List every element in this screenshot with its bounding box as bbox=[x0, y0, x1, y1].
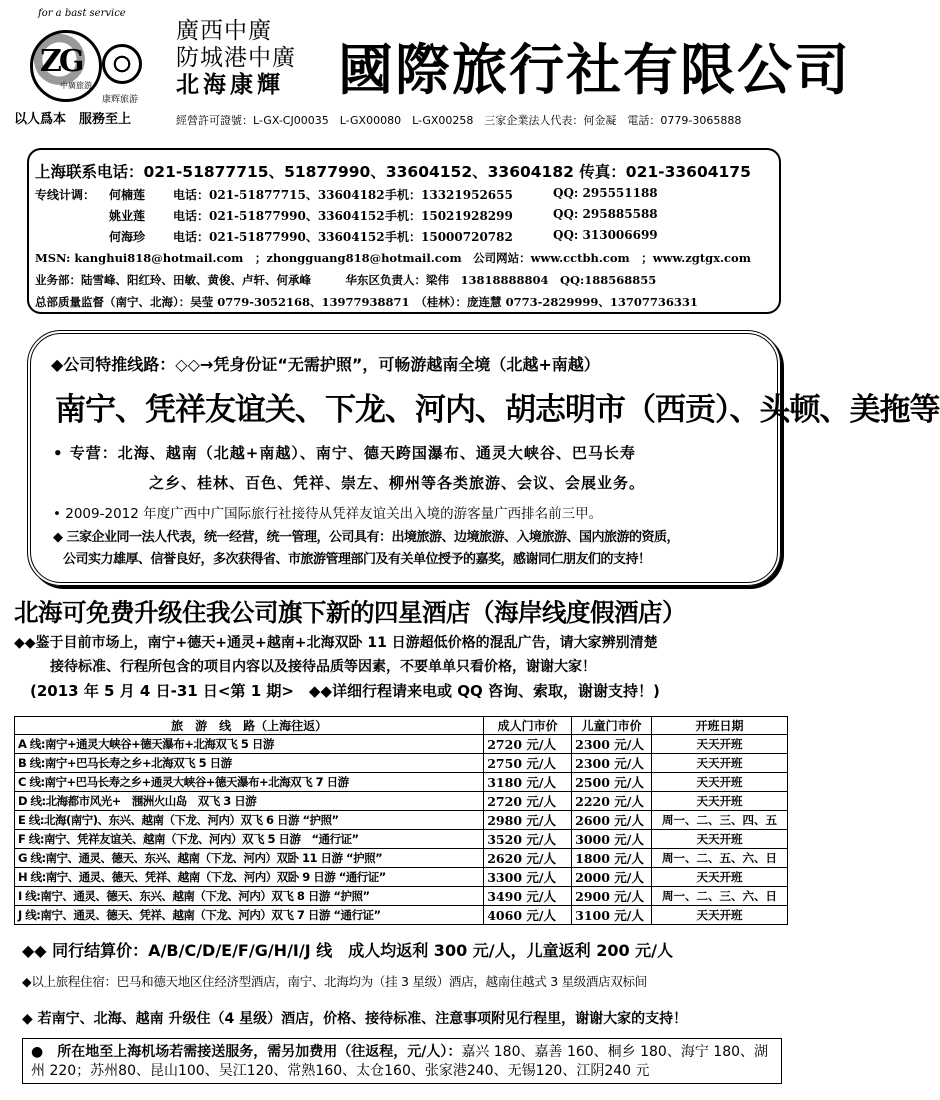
cell-schedule: 天天开班 bbox=[652, 754, 788, 773]
cell-adult: 3180 元/人 bbox=[484, 773, 572, 792]
table-header-row bbox=[15, 717, 788, 735]
table-row bbox=[15, 792, 788, 811]
logo-monogram: ZG bbox=[40, 44, 82, 79]
rep-phone: 电话：021-51877990、33604152 bbox=[173, 209, 385, 223]
company-name-3: 北海康輝 bbox=[176, 72, 284, 98]
logo-text-zhongguang: 中廣旅游 bbox=[60, 81, 92, 90]
cell-route: E 线:北海(南宁)、东兴、越南（下龙、河内）双飞 6 日游 “护照” bbox=[15, 811, 484, 830]
upgrade-hotel-note: ◆ 若南宁、北海、越南 升级住（4 星级）酒店，价格、接待标准、注意事项附见行程里，谢谢大家的支持！ bbox=[22, 1011, 688, 1027]
company-title: 國際旅行社有限公司 bbox=[338, 37, 852, 102]
rep-qq: QQ: 313006699 bbox=[553, 228, 658, 242]
company-name-1: 廣西中廣 bbox=[176, 18, 272, 44]
cell-adult: 4060 元/人 bbox=[484, 906, 572, 925]
rep-mobile: 手机：13321952655 bbox=[385, 188, 513, 202]
slogan: 以人爲本 服務至上 bbox=[14, 112, 132, 127]
header-schedule: 开班日期 bbox=[652, 717, 788, 735]
cell-adult: 2620 元/人 bbox=[484, 849, 572, 868]
main-phone: 上海联系电话：021-51877715、51877990、33604152、33604182 传真：021-33604175 bbox=[35, 163, 751, 181]
cell-adult: 3520 元/人 bbox=[484, 830, 572, 849]
header-route: 旅 游 线 路（上海往返） bbox=[15, 717, 484, 735]
cell-schedule: 周一、二、三、六、日 bbox=[652, 887, 788, 906]
cell-adult: 2720 元/人 bbox=[484, 735, 572, 754]
header-adult-price: 成人门市价 bbox=[484, 717, 572, 735]
rep-phone: 电话：021-51877990、33604152 bbox=[173, 230, 385, 244]
cell-child: 2500 元/人 bbox=[572, 773, 652, 792]
upgrade-note-1: ◆◆鉴于目前市场上，南宁+德天+通灵+越南+北海双卧 11 日游超低价格的混乱广告，请大家辨别清楚 bbox=[14, 635, 658, 651]
cell-route: A 线:南宁+通灵大峡谷+德天瀑布+北海双飞 5 日游 bbox=[15, 735, 484, 754]
tagline: for a bast service bbox=[38, 8, 126, 19]
cell-schedule: 天天开班 bbox=[652, 830, 788, 849]
settlement-note: ◆◆ 同行结算价：A/B/C/D/E/F/G/H/I/J 线 成人均返利 300 元/人，儿童返利 200 元/人 bbox=[22, 941, 674, 960]
cell-child: 2300 元/人 bbox=[572, 754, 652, 773]
table-row bbox=[15, 811, 788, 830]
hotel-note: ◆以上旅程住宿：巴马和德天地区住经济型酒店，南宁、北海均为（挂 3 星级）酒店，越南住越式 3 星级酒店双标间 bbox=[22, 974, 647, 989]
feature-ranking: • 2009-2012 年度广西中广国际旅行社接待从凭祥友谊关出入境的游客量广西排名前三甲。 bbox=[53, 506, 603, 522]
cell-child: 3000 元/人 bbox=[572, 830, 652, 849]
price-table-body bbox=[15, 735, 788, 925]
feature-box bbox=[27, 330, 940, 586]
cell-schedule: 天天开班 bbox=[652, 868, 788, 887]
feature-specialty-2: 之乡、桂林、百色、凭祥、崇左、柳州等各类旅游、会议、会展业务。 bbox=[149, 474, 646, 492]
rep-mobile: 手机：15021928299 bbox=[385, 209, 513, 223]
cell-route: I 线:南宁、通灵、德天、东兴、越南（下龙、河内）双飞 8 日游 “护照” bbox=[15, 887, 484, 906]
cell-child: 3100 元/人 bbox=[572, 906, 652, 925]
rep-name: 何楠莲 bbox=[109, 188, 146, 202]
table-row bbox=[15, 906, 788, 925]
transfer-lead: ● 所在地至上海机场若需接送服务，需另加费用（往返程，元/人）： bbox=[31, 1044, 462, 1060]
logo-text-kanghui: 康辉旅游 bbox=[102, 95, 139, 105]
table-row bbox=[15, 868, 788, 887]
hotline-label: 专线计调： bbox=[35, 188, 96, 202]
cell-route: G 线:南宁、通灵、德天、东兴、越南（下龙、河内）双卧 11 日游 “护照” bbox=[15, 849, 484, 868]
cell-route: B 线:南宁+巴马长寿之乡+北海双飞 5 日游 bbox=[15, 754, 484, 773]
table-row bbox=[15, 830, 788, 849]
cell-child: 2220 元/人 bbox=[572, 792, 652, 811]
rep-name: 姚业莲 bbox=[109, 209, 146, 223]
rep-qq: QQ: 295551188 bbox=[553, 186, 658, 200]
transfer-prices: 嘉兴 180、嘉善 160、桐乡 180、海宁 180、湖州 220；苏州80、昆山100、吴江120、常熟160、太仓160、张家港240、无锡120、江阴240 元 bbox=[31, 1044, 769, 1079]
cell-adult: 3300 元/人 bbox=[484, 868, 572, 887]
feature-destinations: 南宁、凭祥友谊关、下龙、河内、胡志明市（西贡）、头顿、美拖等 bbox=[55, 392, 940, 428]
supervision-line: 总部质量监督（南宁、北海）：吴莹 0779-3052168、13977938871 （桂林）：庞连慧 0773-2829999、13707736331 bbox=[35, 295, 698, 309]
table-row bbox=[15, 887, 788, 906]
price-table bbox=[14, 716, 788, 925]
cell-schedule: 天天开班 bbox=[652, 906, 788, 925]
cell-route: D 线:北海都市风光+ 涠洲火山岛 双飞 3 日游 bbox=[15, 792, 484, 811]
header bbox=[0, 0, 852, 142]
cell-adult: 2750 元/人 bbox=[484, 754, 572, 773]
rep-name: 何海珍 bbox=[109, 230, 146, 244]
cell-schedule: 周一、二、三、四、五 bbox=[652, 811, 788, 830]
cell-route: J 线:南宁、通灵、德天、凭祥、越南（下龙、河内）双飞 7 日游 “通行证” bbox=[15, 906, 484, 925]
issue-date: (2013 年 5 月 4 日-31 日<第 1 期> ◆◆详细行程请来电或 QQ 咨询、索取，谢谢支持！) bbox=[30, 682, 660, 700]
upgrade-note-2: 接待标准、行程所包含的项目内容以及接待品质等因素，不要单单只看价格，谢谢大家！ bbox=[50, 659, 596, 675]
cell-schedule: 天天开班 bbox=[652, 773, 788, 792]
cell-child: 2000 元/人 bbox=[572, 868, 652, 887]
cell-child: 2600 元/人 bbox=[572, 811, 652, 830]
rep-phone: 电话：021-51877715、33604182 bbox=[173, 188, 385, 202]
msn-website-line: MSN: kanghui818@hotmail.com ；zhongguang818@hotmail.com 公司网站：www.cctbh.com ；www.zgtgx.com bbox=[35, 251, 751, 265]
cell-route: H 线:南宁、通灵、德天、凭祥、越南（下龙、河内）双卧 9 日游 “通行证” bbox=[15, 868, 484, 887]
header-child-price: 儿童门市价 bbox=[572, 717, 652, 735]
table-row bbox=[15, 773, 788, 792]
cell-schedule: 天天开班 bbox=[652, 735, 788, 754]
feature-unity-1: ◆ 三家企业同一法人代表，统一经营，统一管理，公司具有：出境旅游、边境旅游、入境旅游、国内旅游的资质， bbox=[53, 530, 680, 545]
table-row bbox=[15, 754, 788, 773]
rep-mobile: 手机：15000720782 bbox=[385, 230, 513, 244]
cell-route: F 线:南宁、凭祥友谊关、越南（下龙、河内）双飞 5 日游 “通行证” bbox=[15, 830, 484, 849]
upgrade-title: 北海可免费升级住我公司旗下新的四星酒店（海岸线度假酒店） bbox=[14, 598, 686, 627]
cell-child: 2300 元/人 bbox=[572, 735, 652, 754]
cell-route: C 线:南宁+巴马长寿之乡+通灵大峡谷+德天瀑布+北海双飞 7 日游 bbox=[15, 773, 484, 792]
feature-title: ◆公司特推线路：◇◇→凭身份证“无需护照”，可畅游越南全境（北越+南越） bbox=[51, 355, 600, 374]
license-line: 經營許可證號：L-GX-CJ00035 L-GX00080 L-GX00258 三家企業法人代表：何金凝 電話：0779-3065888 bbox=[176, 114, 742, 127]
cell-child: 2900 元/人 bbox=[572, 887, 652, 906]
transfer-box bbox=[22, 1038, 782, 1084]
cell-schedule: 周一、二、五、六、日 bbox=[652, 849, 788, 868]
contact-box bbox=[27, 148, 781, 314]
cell-adult: 2720 元/人 bbox=[484, 792, 572, 811]
cell-adult: 3490 元/人 bbox=[484, 887, 572, 906]
rep-qq: QQ: 295885588 bbox=[553, 207, 658, 221]
cell-child: 1800 元/人 bbox=[572, 849, 652, 868]
cell-adult: 2980 元/人 bbox=[484, 811, 572, 830]
table-row bbox=[15, 735, 788, 754]
company-names bbox=[176, 18, 296, 99]
table-row bbox=[15, 849, 788, 868]
feature-unity-2: 公司实力雄厚、信誉良好，多次获得省、市旅游管理部门及有关单位授予的嘉奖，感谢同仁朋友们的支持！ bbox=[63, 552, 651, 567]
feature-specialty-1: • 专营：北海、越南（北越+南越）、南宁、德天跨国瀑布、通灵大峡谷、巴马长寿 bbox=[53, 444, 636, 462]
business-line: 业务部：陆雪峰、阳红玲、田敏、黄俊、卢轩、何承峰 华东区负责人：梁伟 13818888804 QQ:188568855 bbox=[35, 273, 657, 287]
cell-schedule: 天天开班 bbox=[652, 792, 788, 811]
flower-icon bbox=[102, 44, 142, 84]
company-name-2: 防城港中廣 bbox=[176, 45, 296, 71]
